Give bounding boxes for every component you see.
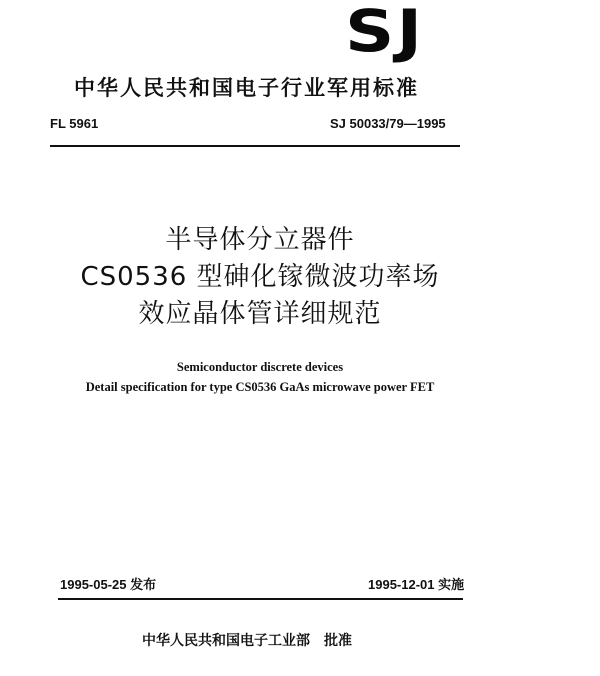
title-line-1: 半导体分立器件 (165, 225, 355, 255)
title-line-2: CS0536 型砷化镓微波功率场 (80, 262, 440, 292)
approval-line (142, 630, 352, 650)
classification-code: FL 5961 (50, 116, 99, 131)
title-line-3: 效应晶体管详细规范 (138, 299, 382, 329)
effective-date: 1995-12-01 实施 (368, 577, 465, 592)
approval-action: 批准 (324, 633, 352, 649)
title-en-line-1: Semiconductor discrete devices (176, 360, 344, 374)
approving-authority: 中华人民共和国电子工业部 (142, 633, 310, 649)
footer-divider (58, 598, 463, 600)
document-title-zh (40, 222, 480, 333)
standard-number: SJ 50033/79—1995 (330, 116, 446, 131)
header-divider (50, 145, 460, 147)
document-title-en (40, 357, 480, 397)
sj-logo: SJ (345, 0, 425, 65)
issue-date: 1995-05-25 发布 (60, 577, 157, 592)
title-en-line-2: Detail specification for type CS0536 GaAs microwave power FET (85, 380, 435, 394)
industry-standard-heading: 中华人民共和国电子行业军用标准 (74, 76, 419, 100)
